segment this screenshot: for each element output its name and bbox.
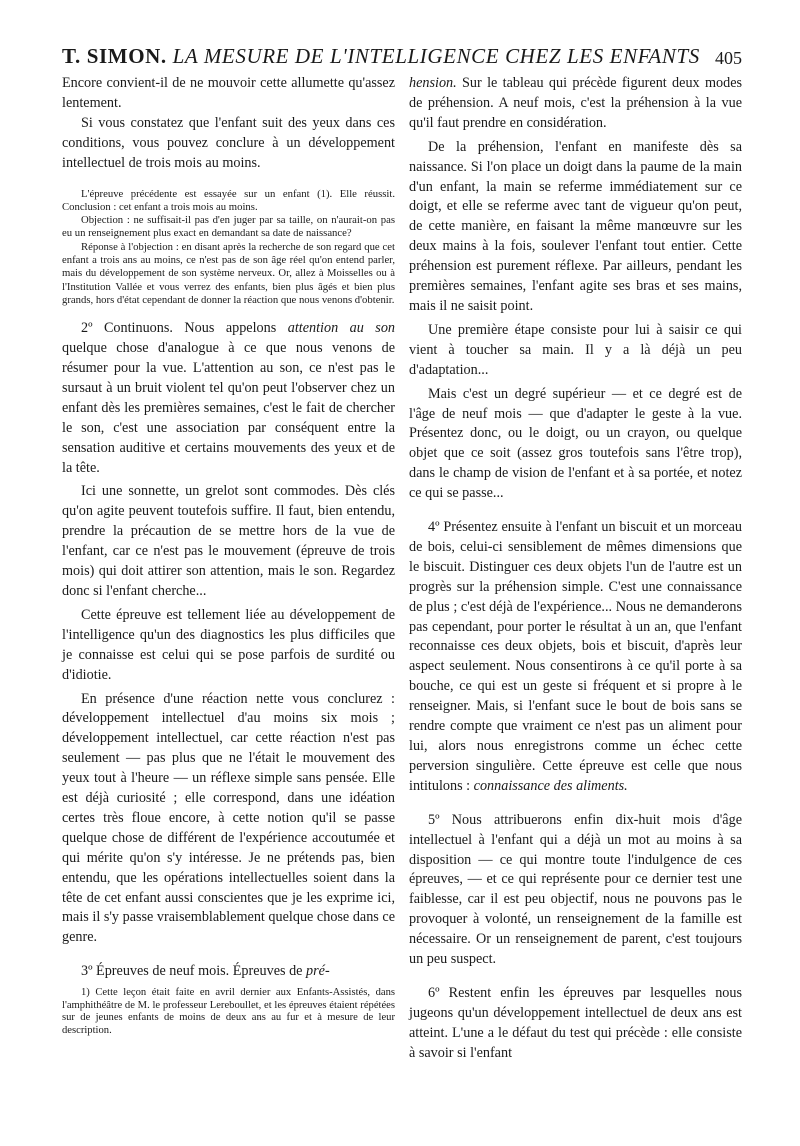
running-header xyxy=(62,40,742,74)
italic-term: attention au son xyxy=(287,320,396,337)
italic-term: connaissance des aliments. xyxy=(473,777,628,794)
text-run: quelque chose d'analogue à ce que nous venons de résumer pour la vue. L'attention au son, ce n'est pas le sursaut à un bruit violent tel qu'on peut l'observer chez un enfant dès les premières semaines, c'est le fait de chercher le son, c'est une association par conséquent entre la sensation auditive et certains mouvements des yeux et de la tête. xyxy=(62,340,395,476)
text-run: 4º Présentez ensuite à l'enfant un biscuit et un morceau de bois, celui-ci sensiblement de mêmes dimensions que le biscuit. Distinguer ces deux objets l'un de l'autre est un progrès sur la préhension simple. C'est une connaissance de plus ; c'est déjà de l'expérience... Nous ne demanderons pas cependant, pour porter le résultat à un an, que l'enfant reconnaisse ces deux objets, bois et biscuit, d'après leur aspect seulement. Nous consentirons à ce qu'il porte à sa bouche, ce qui est un geste si fréquent et si propre à le renseigner. Mais, si l'enfant suce le bout de bois sans se rendre compte que vraiment ce n'est pas un aliment pour lui, alors nous enregistrons comme un échec cette perversion singulière. Cette épreuve est celle que nous intitulons : xyxy=(409,519,742,794)
text-columns xyxy=(62,74,742,1064)
right-column xyxy=(409,74,742,1064)
italic-term: pré- xyxy=(306,963,330,980)
paragraph xyxy=(62,319,395,478)
small-paragraph: Réponse à l'objection : en disant après la recherche de son regard que cet enfant a trois ans au moins, ce n'est pas de son âge réel qu'on entend parler, mais du développement de son système nerveux. Or, allez à Moisselles ou à l'Institution Vallée et vous verrez des enfants, bien plus âgés et bien plus grands, hors d'état cependant de donner la réaction que nous venons d'obtenir. xyxy=(62,240,395,306)
small-print-block xyxy=(62,188,395,308)
section-paragraph xyxy=(62,962,395,982)
paragraph: De la préhension, l'enfant en manifeste dès sa naissance. Si l'on place un doigt dans la paume de la main d'un enfant, la main se referme immédiatement sur ce doigt, et elle se referme avec tant de vigueur qu'on peut, de cette manière, en faisant la même manœuvre sur les deux mains à la fois, soulever l'enfant tout entier. Cette préhension est purement réflexe. Par ailleurs, pendant les premières semaines, l'enfant agite ses bras et ses mains, mais il ne saisit point. xyxy=(409,138,742,314)
header-title: LA MESURE DE L'INTELLIGENCE CHEZ LES ENFANTS xyxy=(172,44,700,68)
footnote-text: 1) Cette leçon était faite en avril dernier aux Enfants-Assistés, dans l'amphithéâtre de M. le professeur Lereboullet, et les épreuves étaient répétées sur de jeunes enfants de moins de deux ans au fur et à mesure de leur description. xyxy=(62,987,395,1036)
paragraph: Ici une sonnette, un grelot sont commodes. Dès clés qu'on agite peuvent toutefois suffire. Il faut, bien entendu, prendre la précaution de se mettre hors de la vue de l'enfant, car ce n'est pas le mouvement (épreuve de trois mois) qui doit attirer son attention, mais le son. Regardez donc si l'enfant cherche... xyxy=(62,483,395,599)
header-title-line xyxy=(62,44,700,69)
paragraph: Une première étape consiste pour lui à saisir ce qui vient à toucher sa main. Il y a là déjà un peu d'adaptation... xyxy=(409,321,742,378)
small-paragraph: Objection : ne suffisait-il pas d'en juger par sa taille, on n'aurait-on pas eu un renseignement plus exact en demandant sa date de naissance? xyxy=(62,214,395,240)
section-paragraph: 5º Nous attribuerons enfin dix-huit mois d'âge intellectuel à l'enfant qui a déjà un mot au moins à sa disposition — ce qui montre toute l'indulgence de ces épreuves, — et ce qui représente pour ce dernier test une faiblesse, car il est peu objectif, nous ne pouvons pas le provoquer à volonté, un renseignement de la famille est nécessaire. Or un renseignement de parent, c'est toujours un peu suspect. xyxy=(409,811,742,968)
paragraph xyxy=(409,74,742,134)
footnote xyxy=(62,987,395,1037)
paragraph: Si vous constatez que l'enfant suit des yeux dans ces conditions, vous pouvez conclure à un développement intellectuel de trois mois au moins. xyxy=(62,114,395,171)
section-paragraph: 6º Restent enfin les épreuves par lesquelles nous jugeons qu'un développement intellectuel de deux ans est atteint. L'une a le défaut du test qui précède : elle consiste à savoir si l'enfant xyxy=(409,984,742,1061)
text-run: 3º Épreuves de neuf mois. Épreuves de xyxy=(81,963,303,980)
text-run: 2º Continuons. Nous appelons xyxy=(81,320,277,337)
section-paragraph xyxy=(409,518,742,797)
small-paragraph: L'épreuve précédente est essayée sur un enfant (1). Elle réussit. Conclusion : cet enfant a trois mois au moins. xyxy=(62,187,395,213)
paragraph: Encore convient-il de ne mouvoir cette allumette qu'assez lentement. xyxy=(62,75,395,111)
left-column xyxy=(62,74,395,1064)
paragraph: Mais c'est un degré supérieur — et ce degré est de l'âge de neuf mois — que d'adapter le geste à la vue. Présentez donc, ou le doigt, ou un crayon, ou quelque objet que ce soit (assez gros toutefois sans l'être trop), dans le champ de vision de l'enfant et à sa portée, et notez ce qui se passe... xyxy=(409,385,742,502)
header-author: T. SIMON. xyxy=(62,44,167,68)
italic-term: hension. xyxy=(409,75,457,91)
text-run: Sur le tableau qui précède figurent deux modes de préhension. A neuf mois, c'est la préhension à la vue qu'il faut prendre en considération. xyxy=(409,75,743,131)
paragraph: En présence d'une réaction nette vous conclurez : développement intellectuel d'au moins six mois ; développement intellectuel, car cette réaction n'est pas seulement — pas plus que ne l'était le mouvement des yeux tout à l'heure — un réflexe simple sans pensée. Elle est déjà curiosité ; elle correspond, dans une idéation certes très floue encore, à cette notion qu'il se passe quelque chose de différent de l'expérience accoutumée et qui mérite qu'on s'y intéresse. Je ne prétends pas, bien entendu, que les opérations intellectuelles soient dans la tête de cet enfant aussi conscientes que je les exprime ici, mais il s'y passe vraisemblablement quelque chose dans ce genre. xyxy=(62,690,395,946)
paragraph: Cette épreuve est tellement liée au développement de l'intelligence qu'un des diagnostics les plus difficiles que je connaisse est celui qui se pose parfois de surdité ou d'idiotie. xyxy=(62,606,395,683)
page-number: 405 xyxy=(715,48,742,68)
